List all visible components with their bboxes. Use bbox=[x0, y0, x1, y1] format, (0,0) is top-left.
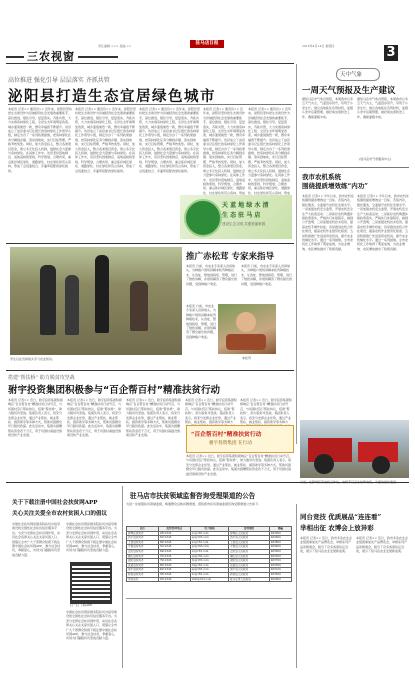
table-cell: 7912345 bbox=[158, 559, 190, 564]
table-cell: 正阳县人民政府 bbox=[229, 549, 270, 554]
table-cell: 2812345 bbox=[158, 531, 190, 536]
table-cell: 汝南县人民政府 bbox=[229, 563, 270, 568]
table-cell: 6212345 bbox=[158, 536, 190, 541]
table-cell: 新蔡县人民政府 bbox=[229, 572, 270, 577]
hotline-table bbox=[126, 526, 292, 582]
pine-story-col-3: 本报讯 日前，市农业专家深入田间地头，为种植户现场讲解赤松茸种植技术，从选址、整地到栽培、管理，进行了细致讲解，并现场解答了群众提出的问题，受到种植户欢迎。 bbox=[186, 304, 216, 339]
eco-poster-line2: 生 态 驻 马 店 bbox=[222, 212, 261, 219]
poverty-banner-title: “百企帮百村”精准扶贫行动 bbox=[191, 432, 262, 438]
table-cell: 463400 bbox=[269, 545, 291, 550]
pine-story-headline: 推广赤松茸 专家来指导 bbox=[186, 252, 274, 262]
poverty-kicker: 搭建“帮扶桥” 助力脱贫攻坚战 bbox=[8, 375, 75, 381]
table-cell: 463600 bbox=[269, 549, 291, 554]
table-cell: 7012345 bbox=[158, 554, 190, 559]
hotline-headline: 驻马店市扶贫领域监督咨询受理渠道的公告 bbox=[130, 492, 256, 500]
right-story-rule bbox=[299, 167, 409, 168]
person-1 bbox=[40, 265, 56, 335]
header-rule-right bbox=[78, 56, 118, 58]
table-header-cell: 邮编 bbox=[269, 527, 291, 532]
right-story-headline-2: 围绕提质增效练“内功” bbox=[302, 182, 368, 190]
person-4 bbox=[130, 281, 148, 331]
table-cell: 463200 bbox=[269, 554, 291, 559]
eco-poster-line3: 建设生态文明 共建美丽家园 bbox=[222, 222, 266, 226]
top-story-col-2: 本报讯 记者×× 通讯员×× 近年来，泌阳县坚持把生态建设作为县域经济社会发展的重要抓手，高位推进，强化引导，层层落实，齐抓共管，大力实施造林绿化工程，全县生态环境明显改善，城乡面貌焕然一新，群众幸福感不断提升。该县成立了由县委书记任组长的造林绿化工作领导小组，制定出台了一系列政策措施，把造林绿化任务分解到乡镇、落实到地块，实行目标管理，严格考核奖惩。同时，加大资金投入，整合各类项目资金，建立多元化投入机制，鼓励社会力量参与造林绿化。在具体工作中，该县坚持因地制宜、适地适树的原则，科学规划，合理布局，重点抓好城区绿化、道路绿化、村庄绿化和荒山造林，形成了点线面结合、乔灌草搭配的绿化格局。 bbox=[75, 107, 136, 173]
table-cell: 遂平县扶贫办 bbox=[127, 568, 159, 573]
editor-line: 责任编辑 ××× 美编 ×× bbox=[98, 44, 132, 48]
weather-col-1: 据驻马店市气象台预报，本周我市以多云天气为主，气温逐步回升，有利于小麦生长。建议各地抓住有利时机，加强小麦中后期管理，做好病虫害防治工作，确保夏粮丰收。 bbox=[302, 97, 354, 119]
table-cell: 8412345 bbox=[158, 549, 190, 554]
table-cell: by@163.com bbox=[190, 559, 228, 564]
table-cell: 遂平县人民政府 bbox=[229, 568, 270, 573]
table-cell: 463700 bbox=[269, 559, 291, 564]
table-cell: 泌阳县扶贫办 bbox=[127, 559, 159, 564]
field-photo-caption: 学生们在田间地头学习农业知识。 bbox=[10, 357, 56, 361]
top-story-kicker: 高位推进 强化引导 层层落实 齐抓共管 bbox=[8, 77, 110, 84]
qr-code bbox=[70, 562, 112, 604]
section-title: 三农视窗 bbox=[27, 50, 75, 63]
table-cell: 8012345 bbox=[158, 563, 190, 568]
table-cell: 5812345 bbox=[158, 572, 190, 577]
pine-story-col-2: 本报讯 日前，市农业专家深入田间地头，为种植户现场讲解赤松茸种植技术，从选址、整地到栽培、管理，进行了细致讲解，并现场解答了群众提出的问题，受到种植户欢迎。 bbox=[241, 264, 293, 286]
header-rule-left bbox=[6, 56, 24, 58]
person-3 bbox=[95, 255, 109, 333]
table-cell: 463000 bbox=[269, 577, 291, 582]
rabbit-col-2: 本报讯 记者×× 近日，我市多家农业企业组团参加农产品博览会，芈相系列产品亮相展会，吸引了众多客商驻足洽谈，展示了驻马店农业发展新成果。 bbox=[356, 536, 408, 554]
eco-poster-line1: 天 蓝 地 绿 水 清 bbox=[222, 202, 269, 209]
hotline-table-grid bbox=[126, 526, 292, 582]
table-cell: 西平县人民政府 bbox=[229, 536, 270, 541]
table-cell: 5012345 bbox=[158, 545, 190, 550]
table-cell: 463900 bbox=[269, 536, 291, 541]
table-cell: py@163.com bbox=[190, 545, 228, 550]
weather-tag bbox=[336, 68, 380, 81]
poverty-col-5: 本报讯 记者×× 近日，驸宇投资集团积极响应“百企帮百村”精准扶贫行动号召，与贫困村签订帮扶协议，搭建“帮扶桥”，助力脱贫攻坚战。集团负责人表示，将充分发挥企业优势，通过产业帮扶、就业帮扶、捐资助学等多种方 bbox=[240, 398, 292, 425]
top-story-col-1: 本报讯 记者×× 通讯员×× 近年来，泌阳县坚持把生态建设作为县域经济社会发展的重要抓手，高位推进，强化引导，层层落实，齐抓共管，大力实施造林绿化工程，全县生态环境明显改善，城乡面貌焕然一新，群众幸福感不断提升。该县成立了由县委书记任组长的造林绿化工作领导小组，制定出台了一系列政策措施，把造林绿化任务分解到乡镇、落实到地块，实行目标管理，严格考核奖惩。同时，加大资金投入，整合各类项目资金，建立多元化投入机制，鼓励社会力量参与造林绿化。在具体工作中，该县坚持因地制宜、适地适树的原则，科学规划，合理布局，重点抓好城区绿化、道路绿化、村庄绿化和荒山造林，形成了点线面结合、乔灌草搭配的绿化格局。 bbox=[8, 107, 72, 173]
weather-tag-text: 天中气象 bbox=[340, 72, 363, 78]
table-cell: 汝南县扶贫办 bbox=[127, 563, 159, 568]
table-cell: 驻马店市人民政府 bbox=[229, 577, 270, 582]
weather-col-2: 据驻马店市气象台预报，本周我市以多云天气为主，气温逐步回升，有利于小麦生长。建议各地抓住有利时机，加强小麦中后期管理，做好病虫害防治工作，确保夏粮丰收。 bbox=[357, 97, 409, 119]
table-cell: 463100 bbox=[269, 568, 291, 573]
top-story-col-4: 本报讯 记者×× 通讯员×× 近年来，泌阳县坚持把生态建设作为县域经济社会发展的重要抓手，高位推进，强化引导，层层落实，齐抓共管，大力实施造林绿化工程，全县生态环境明显改善，城乡面貌焕然一新，群众幸福感不断提升。该县成立了由县委书记任组长的造林绿化工作领导小组，制定出台了一系列政策措施，把造林绿化任务分解到乡镇、落实到地块，实行目标管理，严格考核奖惩。同时，加大资金投入，整合各类项目资金，建立多元化投入机制，鼓励社会力量参与造林绿化。在具体工作中，该县坚持因地制宜、适地适树的原则，科学规划，合理布局，重点抓好城区绿化、道路绿化、村庄绿化和荒山造林，形成 bbox=[203, 107, 245, 195]
poverty-col-6: 本报讯 记者×× 近日，驸宇投资集团积极响应“百企帮百村”精准扶贫行动号召，与贫困村签订帮扶协议，搭建“帮扶桥”，助力脱贫攻坚战。集团负责人表示，将充分发挥企业优势，通过产业帮扶、就业帮扶、捐资助学等多种方式，帮助贫困群众早日脱贫致富。此次活动中，集团共捐赠帮扶资金若干万元，用于贫困村基础设施建设和产业发展。 bbox=[186, 454, 292, 476]
table-cell: 上蔡县扶贫办 bbox=[127, 540, 159, 545]
poverty-col-3: 本报讯 记者×× 近日，驸宇投资集团积极响应“百企帮百村”精准扶贫行动号召，与贫困村签订帮扶协议，搭建“帮扶桥”，助力脱贫攻坚战。集团负责人表示，将充分发挥企业优势，通过产业帮扶、就业帮扶、捐资助学等多种方式，帮助贫困群众早日脱贫致富。此次活动中，集团共捐赠帮扶资金若干万元，用于贫困村基础设施建设和产业发展。 bbox=[126, 398, 181, 438]
bottom-divider-2 bbox=[296, 504, 297, 668]
field-photo bbox=[10, 247, 182, 355]
table-header-cell: 监督咨询电话 bbox=[158, 527, 190, 532]
table-cell: 市扶贫办 bbox=[127, 577, 159, 582]
table-cell: 确山县人民政府 bbox=[229, 554, 270, 559]
top-story-col-5: 本报讯 记者×× 通讯员×× 近年来，泌阳县坚持把生态建设作为县域经济社会发展的重要抓手，高位推进，强化引导，层层落实，齐抓共管，大力实施造林绿化工程，全县生态环境明显改善，城乡面貌焕然一新，群众幸福感不断提升。该县成立了由县委书记任组长的造林绿化工作领导小组，制定出台了一系列政策措施，把造林绿化任务分解到乡镇、落实到地块，实行目标管理，严格考核奖惩。同时，加大资金投入，整合各类项目资金，建立多元化投入机制，鼓励社会力量参与造林绿化。在具体工作中，该县坚持因地制宜、适地适树的原则，科学规划，合理布局，重点抓好城区绿化、道路绿化、村庄绿化和荒山造林，形成 bbox=[248, 107, 291, 195]
table-header-cell: 县区 bbox=[127, 527, 159, 532]
poverty-col-2: 本报讯 记者×× 近日，驸宇投资集团积极响应“百企帮百村”精准扶贫行动号召，与贫困村签订帮扶协议，搭建“帮扶桥”，助力脱贫攻坚战。集团负责人表示，将充分发挥企业优势，通过产业帮扶、就业帮扶、捐资助学等多种方式，帮助贫困群众早日脱贫致富。此次活动中，集团共捐赠帮扶资金若干万元，用于贫困村基础设施建设和产业发展。 bbox=[67, 398, 122, 438]
poverty-banner bbox=[186, 425, 294, 453]
rabbit-headline-1: 同台竞技 优质展品“连连看” bbox=[300, 513, 382, 521]
poverty-rule bbox=[6, 370, 294, 371]
eco-poster bbox=[180, 195, 292, 239]
table-cell: 463500 bbox=[269, 572, 291, 577]
pine-photo-caption: 赤松茸 bbox=[242, 356, 252, 360]
table-cell: 确山县扶贫办 bbox=[127, 554, 159, 559]
table-cell: 4912345 bbox=[158, 568, 190, 573]
tractor-wheel bbox=[314, 454, 334, 474]
masthead-logo: 驻马店日报 bbox=[190, 40, 224, 48]
right-column-divider bbox=[296, 64, 297, 444]
table-cell: 上蔡县人民政府 bbox=[229, 540, 270, 545]
table-cell: zy@163.com bbox=[190, 549, 228, 554]
app-notice-headline-2: 关心关注关爱全市农村贫困人口的倡议 bbox=[12, 511, 108, 517]
pine-photo bbox=[218, 304, 276, 354]
table-cell: 正阳县扶贫办 bbox=[127, 549, 159, 554]
right-story-headline-1: 我市农机系统 bbox=[302, 173, 341, 181]
table-cell: sc@163.com bbox=[190, 540, 228, 545]
pine-photo-basket bbox=[226, 334, 266, 350]
app-notice-col-3: 中国社会扶贫网是国务院扶贫办指导建设的全国性社会扶贫信息服务平台。为充分发挥社会扶贫网作用，动员社会各界关心关注关爱贫困人口，现倡议全市广大干部群众积极下载注册中国社会扶贫网APP，参与社会扶贫，奉献爱心，共同为打赢脱贫攻坚战贡献力量。 bbox=[66, 610, 118, 640]
qr-caption: 扫一扫 下载APP bbox=[70, 603, 93, 607]
section-header bbox=[6, 41, 409, 64]
date-line: 2016年4月14日 星期四 bbox=[302, 44, 335, 48]
table-cell: 泌阳县人民政府 bbox=[229, 559, 270, 564]
hotline-intro: 为进一步加强扶贫领域监督，畅通群众反映问题渠道，现将我市扶贫领域监督咨询受理渠道公告如下： bbox=[126, 502, 262, 506]
table-cell: 463800 bbox=[269, 540, 291, 545]
table-cell: 平舆县人民政府 bbox=[229, 545, 270, 550]
app-notice-col-2: 中国社会扶贫网是国务院扶贫办指导建设的全国性社会扶贫信息服务平台。为充分发挥社会扶贫网作用，动员社会各界关心关注关爱贫困人口，现倡议全市广大干部群众积极下载注册中国社会扶贫网APP，参与社会扶贫，奉献爱心，共同为打赢脱贫攻坚战贡献力量。 bbox=[66, 522, 118, 553]
table-cell: rn@163.com bbox=[190, 563, 228, 568]
person-2 bbox=[65, 275, 79, 335]
tractor-caption bbox=[300, 480, 409, 502]
header-underline bbox=[6, 63, 294, 64]
right-story-col-2: 本报讯 记者×× 今年以来，我市农机系统围绕提质增效这一目标，苦练内功，强化服务，全面提升农机化发展水平。一是加强农机安全监管，开展农机安全生产大检查活动；二是抓好农机购置补贴政策落实，严格执行补贴程序，做到公开透明；三是加强农机技术培训，提高农机手操作技能；四是推进农机合作社建设，提高农机作业组织化程度；五是积极推广先进适用农机具，提升农业机械化水平。通过一系列措施，全市农机化工作取得了明显成效，为农业增效、农民增收做出了积极贡献。 bbox=[357, 194, 409, 251]
table-cell: zmd@163.com bbox=[190, 577, 228, 582]
hotline-footer-rule bbox=[126, 598, 292, 599]
table-cell: yc@163.com bbox=[190, 531, 228, 536]
table-header-cell: 受理地址 bbox=[229, 527, 270, 532]
tractor-wheel-2 bbox=[372, 456, 390, 474]
right-story-col-1: 本报讯 记者×× 今年以来，我市农机系统围绕提质增效这一目标，苦练内功，强化服务，全面提升农机化发展水平。一是加强农机安全监管，开展农机安全生产大检查活动；二是抓好农机购置补贴政策落实，严格执行补贴程序，做到公开透明；三是加强农机技术培训，提高农机手操作技能；四是推进农机合作社建设，提高农机作业组织化程度；五是积极推广先进适用农机具，提升农业机械化水平。通过一系列措施，全市农机化工作取得了明显成效，为农业增效、农民增收做出了积极贡献。 bbox=[302, 194, 354, 251]
app-notice-headline-1: 关于下载注册中国社会扶贫网APP bbox=[12, 500, 98, 506]
bottom-rule bbox=[6, 482, 409, 483]
hotline-table-body bbox=[127, 531, 292, 582]
table-row bbox=[127, 577, 292, 582]
table-cell: sp@163.com bbox=[190, 568, 228, 573]
table-cell: 6912345 bbox=[158, 540, 190, 545]
middle-rule bbox=[6, 243, 294, 244]
poverty-headline: 驸宇投资集团积极参与“百企帮百村”精准扶贫行动 bbox=[8, 385, 220, 396]
top-story-headline: 泌阳县打造生态宜居绿色城市 bbox=[8, 89, 216, 105]
rabbit-headline-2: 芈相出征 农博会上放异彩 bbox=[300, 524, 374, 532]
pine-photo-person bbox=[236, 312, 256, 332]
pine-story-col-1: 本报讯 日前，市农业专家深入田间地头，为种植户现场讲解赤松茸种植技术，从选址、整地到栽培、管理，进行了细致讲解，并现场解答了群众提出的问题，受到种植户欢迎。 bbox=[186, 264, 238, 286]
poverty-col-4: 本报讯 记者×× 近日，驸宇投资集团积极响应“百企帮百村”精准扶贫行动号召，与贫困村签订帮扶协议，搭建“帮扶桥”，助力脱贫攻坚战。集团负责人表示，将充分发挥企业优势，通过产业帮扶、就业帮扶、捐资助学等多种方 bbox=[185, 398, 237, 425]
bottom-divider-1 bbox=[122, 486, 123, 668]
table-cell: 西平县扶贫办 bbox=[127, 536, 159, 541]
table-cell: 新蔡县扶贫办 bbox=[127, 572, 159, 577]
page-number: 3 bbox=[384, 45, 398, 61]
table-cell: 驿城区人民政府 bbox=[229, 531, 270, 536]
rabbit-col-1: 本报讯 记者×× 近日，我市多家农业企业组团参加农产品博览会，芈相系列产品亮相展会，吸引了众多客商驻足洽谈，展示了驻马店农业发展新成果。 bbox=[300, 536, 352, 554]
poverty-banner-sub: 驸宇投资集团 在行动 bbox=[209, 441, 252, 446]
table-cell: 463300 bbox=[269, 563, 291, 568]
table-cell: qs@163.com bbox=[190, 554, 228, 559]
table-cell: xp@163.com bbox=[190, 536, 228, 541]
app-notice-col-1: 中国社会扶贫网是国务院扶贫办指导建设的全国性社会扶贫信息服务平台。为充分发挥社会扶贫网作用，动员社会各界关心关注关爱贫困人口，现倡议全市广大干部群众积极下载注册中国社会扶贫网APP，参与社会扶贫，奉献爱心，共同为打赢脱贫攻坚战贡献力量。 bbox=[12, 522, 61, 557]
eco-poster-emblem bbox=[184, 199, 222, 237]
top-story-rule bbox=[8, 104, 292, 105]
weather-footer: (驻马店市气象服务中心) bbox=[359, 157, 392, 161]
table-header-cell: 电子邮箱 bbox=[190, 527, 228, 532]
table-cell: 2612345 bbox=[158, 577, 190, 582]
tractor-photo bbox=[300, 420, 409, 478]
table-cell: 平舆县扶贫办 bbox=[127, 545, 159, 550]
poverty-col-1: 本报讯 记者×× 近日，驸宇投资集团积极响应“百企帮百村”精准扶贫行动号召，与贫困村签订帮扶协议，搭建“帮扶桥”，助力脱贫攻坚战。集团负责人表示，将充分发挥企业优势，通过产业帮扶、就业帮扶、捐资助学等多种方式，帮助贫困群众早日脱贫致富。此次活动中，集团共捐赠帮扶资金若干万元，用于贫困村基础设施建设和产业发展。 bbox=[8, 398, 63, 438]
weather-headline: 一周天气预报及生产建议 bbox=[302, 86, 396, 96]
table-cell: xc@163.com bbox=[190, 572, 228, 577]
table-cell: 驿城区扶贫办 bbox=[127, 531, 159, 536]
table-cell: 463000 bbox=[269, 531, 291, 536]
top-story-col-3: 本报讯 记者×× 通讯员×× 近年来，泌阳县坚持把生态建设作为县域经济社会发展的重要抓手，高位推进，强化引导，层层落实，齐抓共管，大力实施造林绿化工程，全县生态环境明显改善，城乡面貌焕然一新，群众幸福感不断提升。该县成立了由县委书记任组长的造林绿化工作领导小组，制定出台了一系列政策措施，把造林绿化任务分解到乡镇、落实到地块，实行目标管理，严格考核奖惩。同时，加大资金投入，整合各类项目资金，建立多元化投入机制，鼓励社会力量参与造林绿化。在具体工作中，该县坚持因地制宜、适地适树的原则，科学规划，合理布局，重点抓好城区绿化、道路绿化、村庄绿化和荒山造林，形成了点线面结合、乔灌草搭配的绿化格局。 bbox=[139, 107, 200, 173]
